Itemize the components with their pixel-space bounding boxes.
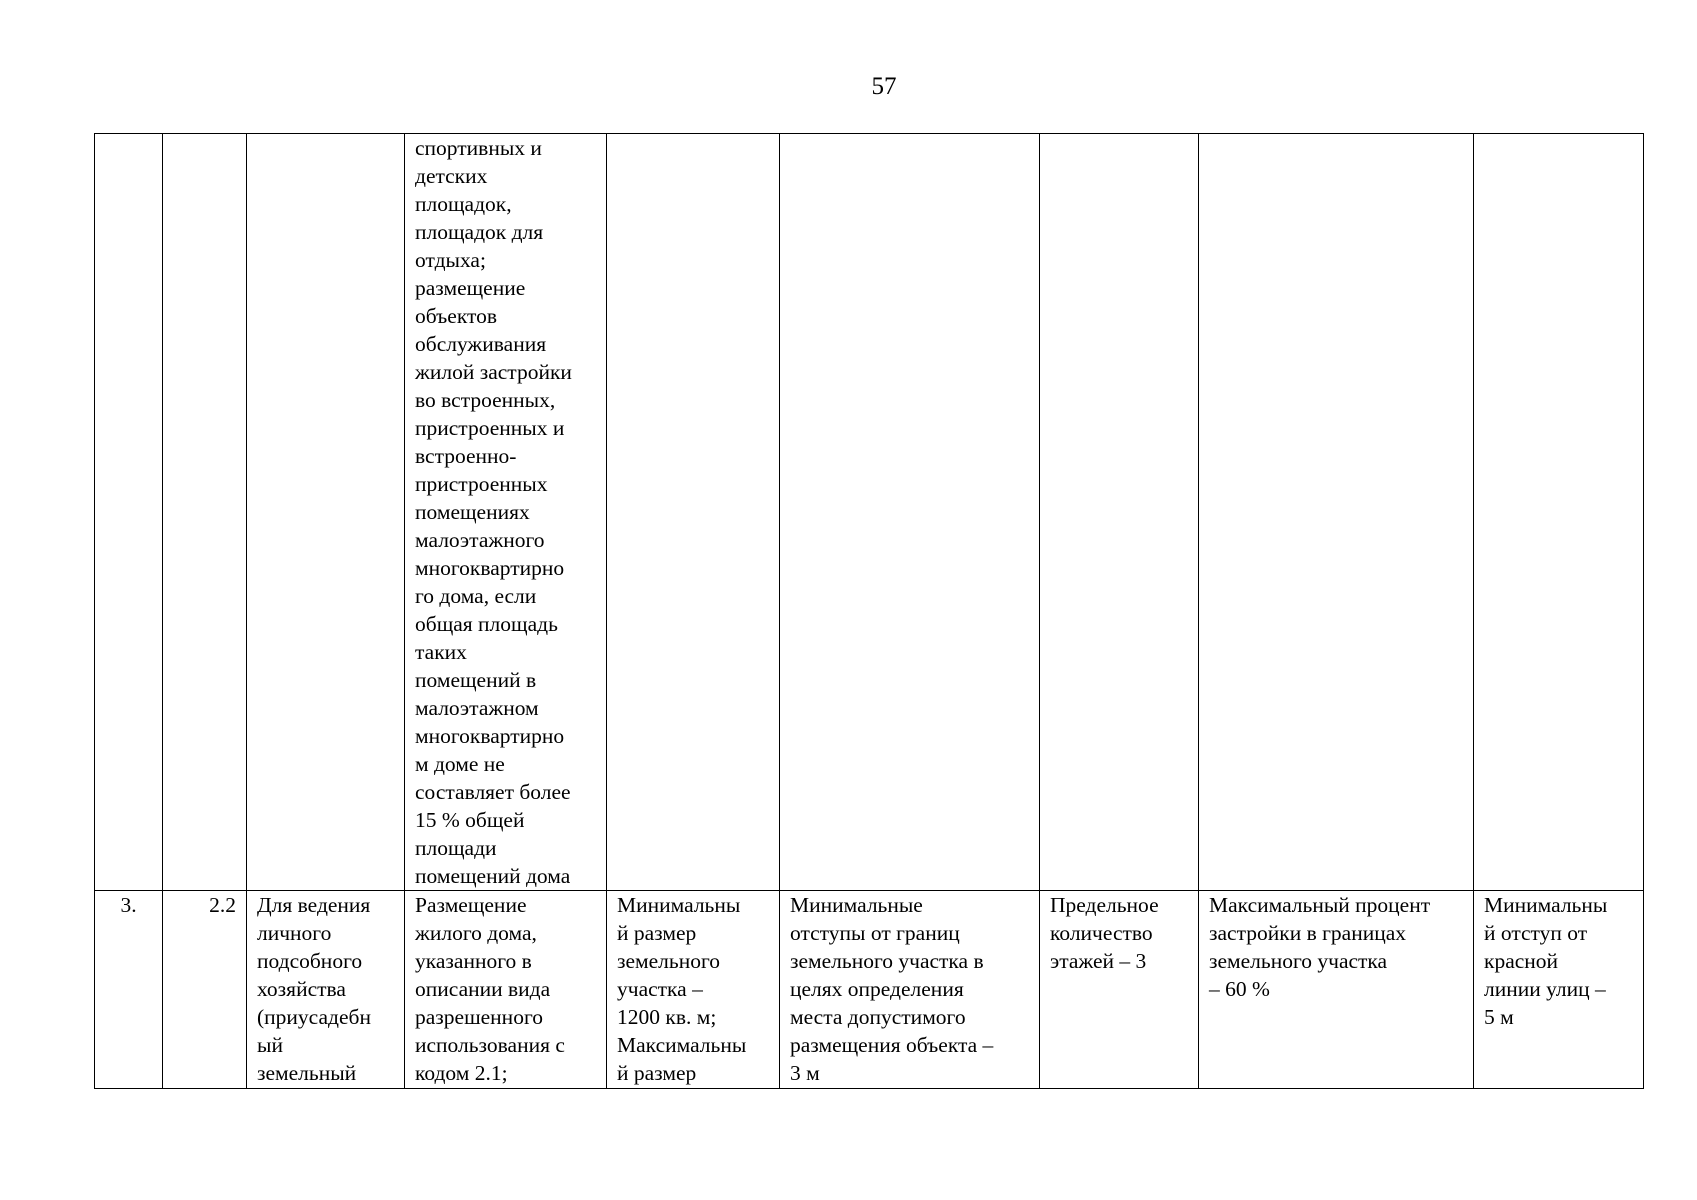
table-cell-red-line bbox=[1474, 134, 1644, 891]
table-cell-floors: Предельное количество этажей – 3 bbox=[1040, 891, 1199, 1089]
table-cell-red-line: Минимальны й отступ от красной линии улиц – 5 м bbox=[1474, 891, 1644, 1089]
table-cell-code bbox=[163, 134, 247, 891]
table-cell-coverage: Максимальный процент застройки в границах земельного участка – 60 % bbox=[1199, 891, 1474, 1089]
table-cell-floors bbox=[1040, 134, 1199, 891]
table-cell-setbacks bbox=[780, 134, 1040, 891]
table-cell-number: 3. bbox=[95, 891, 163, 1089]
table-cell-use-type bbox=[247, 134, 405, 891]
table-cell-setbacks: Минимальные отступы от границ земельного участка в целях определения места допустимого размещения объекта – 3 м bbox=[780, 891, 1040, 1089]
table-cell-plot-size bbox=[607, 134, 780, 891]
table-row bbox=[95, 891, 1644, 1089]
table-cell-description: Размещение жилого дома, указанного в описании вида разрешенного использования с кодом 2.1; bbox=[405, 891, 607, 1089]
page-number: 57 bbox=[871, 73, 897, 100]
table-cell-coverage bbox=[1199, 134, 1474, 891]
table-cell-code: 2.2 bbox=[163, 891, 247, 1089]
table-row bbox=[95, 134, 1644, 891]
table-cell-number bbox=[95, 134, 163, 891]
table-cell-plot-size: Минимальны й размер земельного участка – 1200 кв. м; Максимальны й размер bbox=[607, 891, 780, 1089]
table-cell-description: спортивных и детских площадок, площадок для отдыха; размещение объектов обслуживания жилой застройки во встроенных, пристроенных и встроенно- пристроенных помещениях малоэтажного многоквартирно го дома, если общая площадь таких помещений в малоэтажном многоквартирно м доме не составляет более 15 % общей площади помещений дома bbox=[405, 134, 607, 891]
table-cell-use-type: Для ведения личного подсобного хозяйства (приусадебн ый земельный bbox=[247, 891, 405, 1089]
zoning-table bbox=[94, 133, 1644, 1089]
